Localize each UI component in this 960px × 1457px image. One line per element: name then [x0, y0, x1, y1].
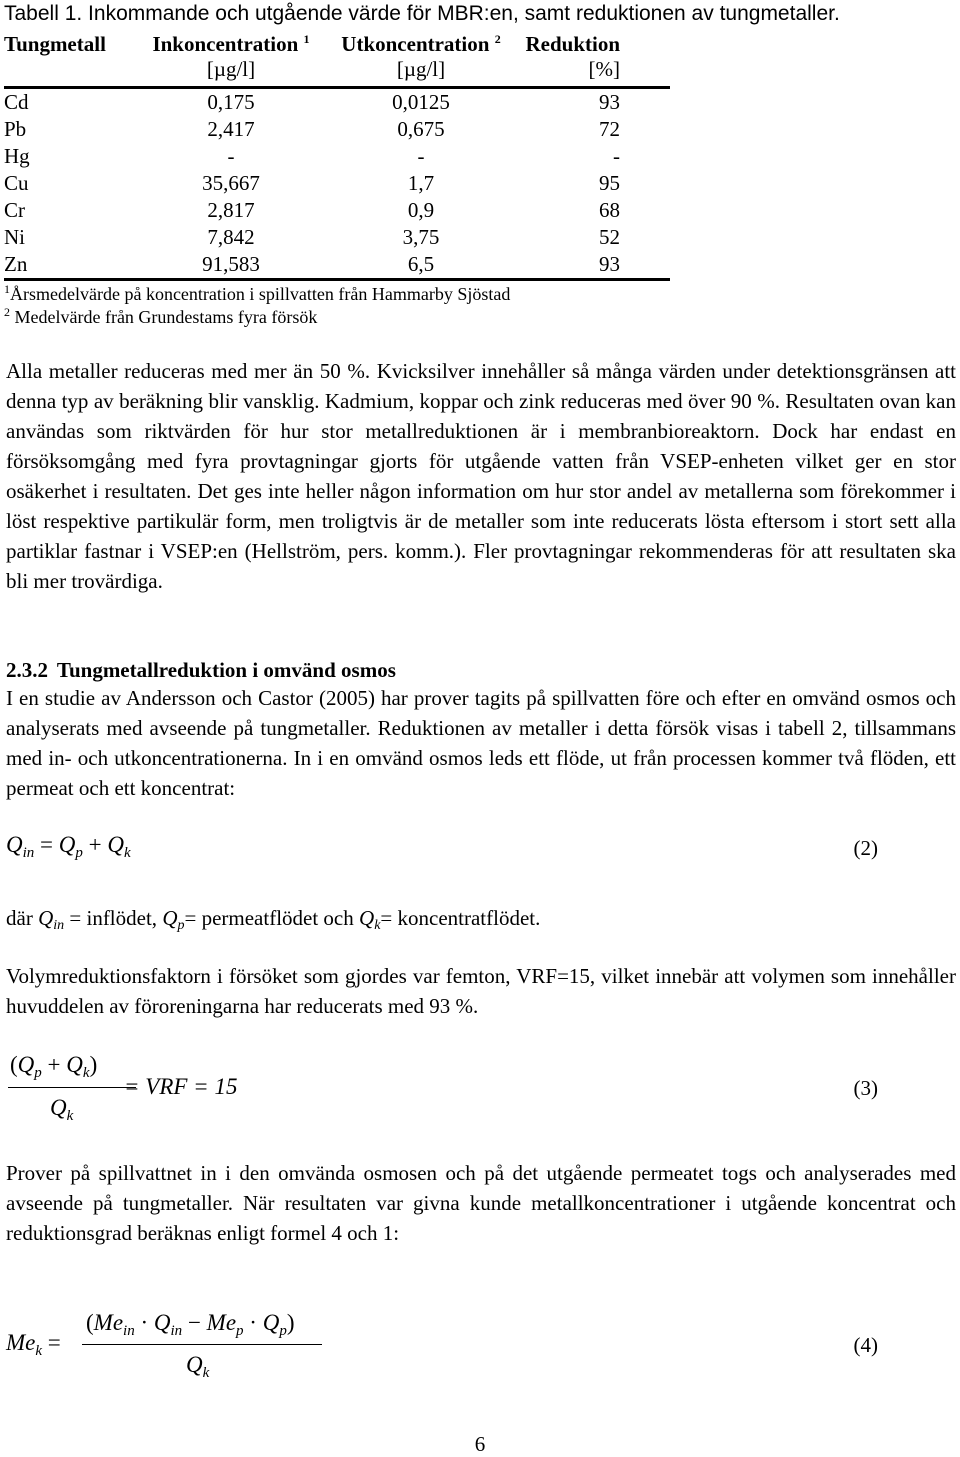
equation-3-number: (3): [853, 1076, 878, 1100]
equation-4-numerator: $(Me_{in} \cdot Q_{in} - Me_p \cdot Q_p)$: [86, 1310, 295, 1339]
flow-definitions: där $Q_{in}$ = inflödet, $Q_p=$ permeatflödet och $Q_k=$ koncentratflödet.: [6, 906, 541, 933]
table-cell: 0,0125: [392, 90, 450, 114]
table-cell: Cd: [4, 90, 29, 114]
table-unit-row: [4, 57, 670, 88]
table-cell: 1,7: [407, 171, 435, 195]
section-heading: 2.3.2 Tungmetallreduktion i omvänd osmos: [6, 658, 396, 682]
equation-3-rhs: = VRF = 15: [124, 1074, 238, 1099]
table-cell: 0,675: [397, 117, 445, 141]
equation-2: $Q_{in} = Q_p + Q_k$: [6, 832, 131, 861]
table-cell: 6,5: [326, 251, 516, 280]
page-number: 6: [474, 1432, 486, 1456]
table-row: [4, 170, 670, 197]
footnote-2: $^2$ Medelvärde från Grundestams fyra försök: [4, 305, 318, 327]
table-cell: 0,9: [407, 198, 435, 222]
table-row: [4, 224, 670, 251]
footnote-1: $^1$Årsmedelvärde på koncentration i spillvatten från Hammarby Sjöstad: [4, 282, 511, 304]
table-header-row: [4, 28, 670, 57]
table-cell: 0,175: [207, 90, 255, 114]
table-cell: 93: [599, 90, 620, 114]
table-cell: Ni: [4, 225, 25, 249]
equation-4-lhs: $Me_k$ =: [6, 1330, 61, 1359]
paragraph-results: Alla metaller reduceras med mer än 50 %. Kvicksilver innehåller så många värden under detektionsgränsen att denna typ av beräkning blir vansklig. Kadmium, koppar och zink reduceras med över 90 %. Resultaten ovan kan användas som riktvärden för hur stor metallreduktionen är i membranbioreaktorn. Dock har endast en försöksomgång med fyra provtagningar gjorts för utgående vatten från VSEP-enheten vilket ger en stor osäkerhet i resultaten. Det ges inte heller någon information om hur stor andel av metallerna som förekommer i löst respektive partikulär form, men troligtvis är de metaller som inte reducerats lösta eftersom i stort sett alla partiklar fastnar i VSEP:en (Hellström, pers. komm.). Fler provtagningar rekommenderas för att resultaten ska bli mer trovärdiga.: [6, 359, 956, 593]
table-cell: 91,583: [136, 251, 326, 280]
column-unit: [µg/l]: [326, 57, 516, 88]
table-cell: 35,667: [202, 171, 260, 195]
column-unit: [%]: [516, 57, 670, 88]
column-header: Reduktion: [525, 32, 620, 56]
equation-3-numerator: $(Q_p + Q_k)$: [10, 1052, 98, 1081]
table-cell: 2,417: [207, 117, 255, 141]
table-cell: Cu: [4, 171, 29, 195]
table-cell: 68: [599, 198, 620, 222]
table-cell: -: [417, 144, 425, 168]
equation-3-fraction-line: [8, 1087, 136, 1088]
paragraph-osmosis-intro: I en studie av Andersson och Castor (2005) har prover tagits på spillvatten före och efter en omvänd osmos och analyserats med avseende på tungmetaller. Reduktionen av metaller i detta försök visas i tabell 2, tillsammans med in- och utkoncentrationerna. In i en omvänd osmos leds ett flöde, ut från processen kommer två flöden, ett permeat och ett koncentrat:: [6, 686, 956, 800]
table-row: [4, 143, 670, 170]
table-cell: 7,842: [207, 225, 255, 249]
table-cell: -: [613, 144, 620, 168]
table-row: [4, 251, 670, 280]
table-cell: 3,75: [402, 225, 440, 249]
paragraph-vrf: Volymreduktionsfaktorn i försöket som gjordes var femton, VRF=15, vilket innebär att volymen som innehåller huvuddelen av föroreningarna har reducerats med 93 %.: [6, 964, 956, 1018]
table-row: [4, 116, 670, 143]
table-cell: Pb: [4, 117, 27, 141]
column-header: Utkoncentration $^2$: [341, 32, 501, 56]
equation-4-fraction-line: [82, 1344, 322, 1345]
table-cell: 72: [599, 117, 620, 141]
equation-2-number: (2): [853, 836, 878, 860]
table-cell: 93: [516, 251, 670, 280]
paragraph-samples: Prover på spillvattnet in i den omvända osmosen och på det utgående permeatet togs och analyserades med avseende på tungmetaller. När resultaten var givna kunde metallkoncentrationer i utgående koncentrat och reduktionsgrad beräknas enligt formel 4 och 1:: [6, 1161, 956, 1245]
equation-3-denominator: $Q_k$: [50, 1095, 74, 1124]
table-cell: Cr: [4, 198, 25, 222]
table-row: [4, 88, 670, 117]
table-cell: Hg: [4, 144, 30, 168]
column-header: Tungmetall: [4, 32, 106, 56]
table-cell: 52: [599, 225, 620, 249]
column-header: Inkoncentration $^1$: [152, 32, 310, 56]
column-unit: [4, 57, 136, 88]
equation-4-denominator: $Q_k$: [186, 1352, 210, 1381]
table-cell: -: [227, 144, 235, 168]
table-body: [4, 88, 670, 280]
column-unit: [µg/l]: [136, 57, 326, 88]
table-cell: 95: [599, 171, 620, 195]
table-cell: 2,817: [207, 198, 255, 222]
table-caption: Tabell 1. Inkommande och utgående värde för MBR:en, samt reduktionen av tungmetaller.: [4, 2, 840, 25]
metal-reduction-table: [4, 28, 670, 281]
table-row: [4, 197, 670, 224]
table-cell: Zn: [4, 251, 136, 280]
equation-4-number: (4): [853, 1333, 878, 1357]
